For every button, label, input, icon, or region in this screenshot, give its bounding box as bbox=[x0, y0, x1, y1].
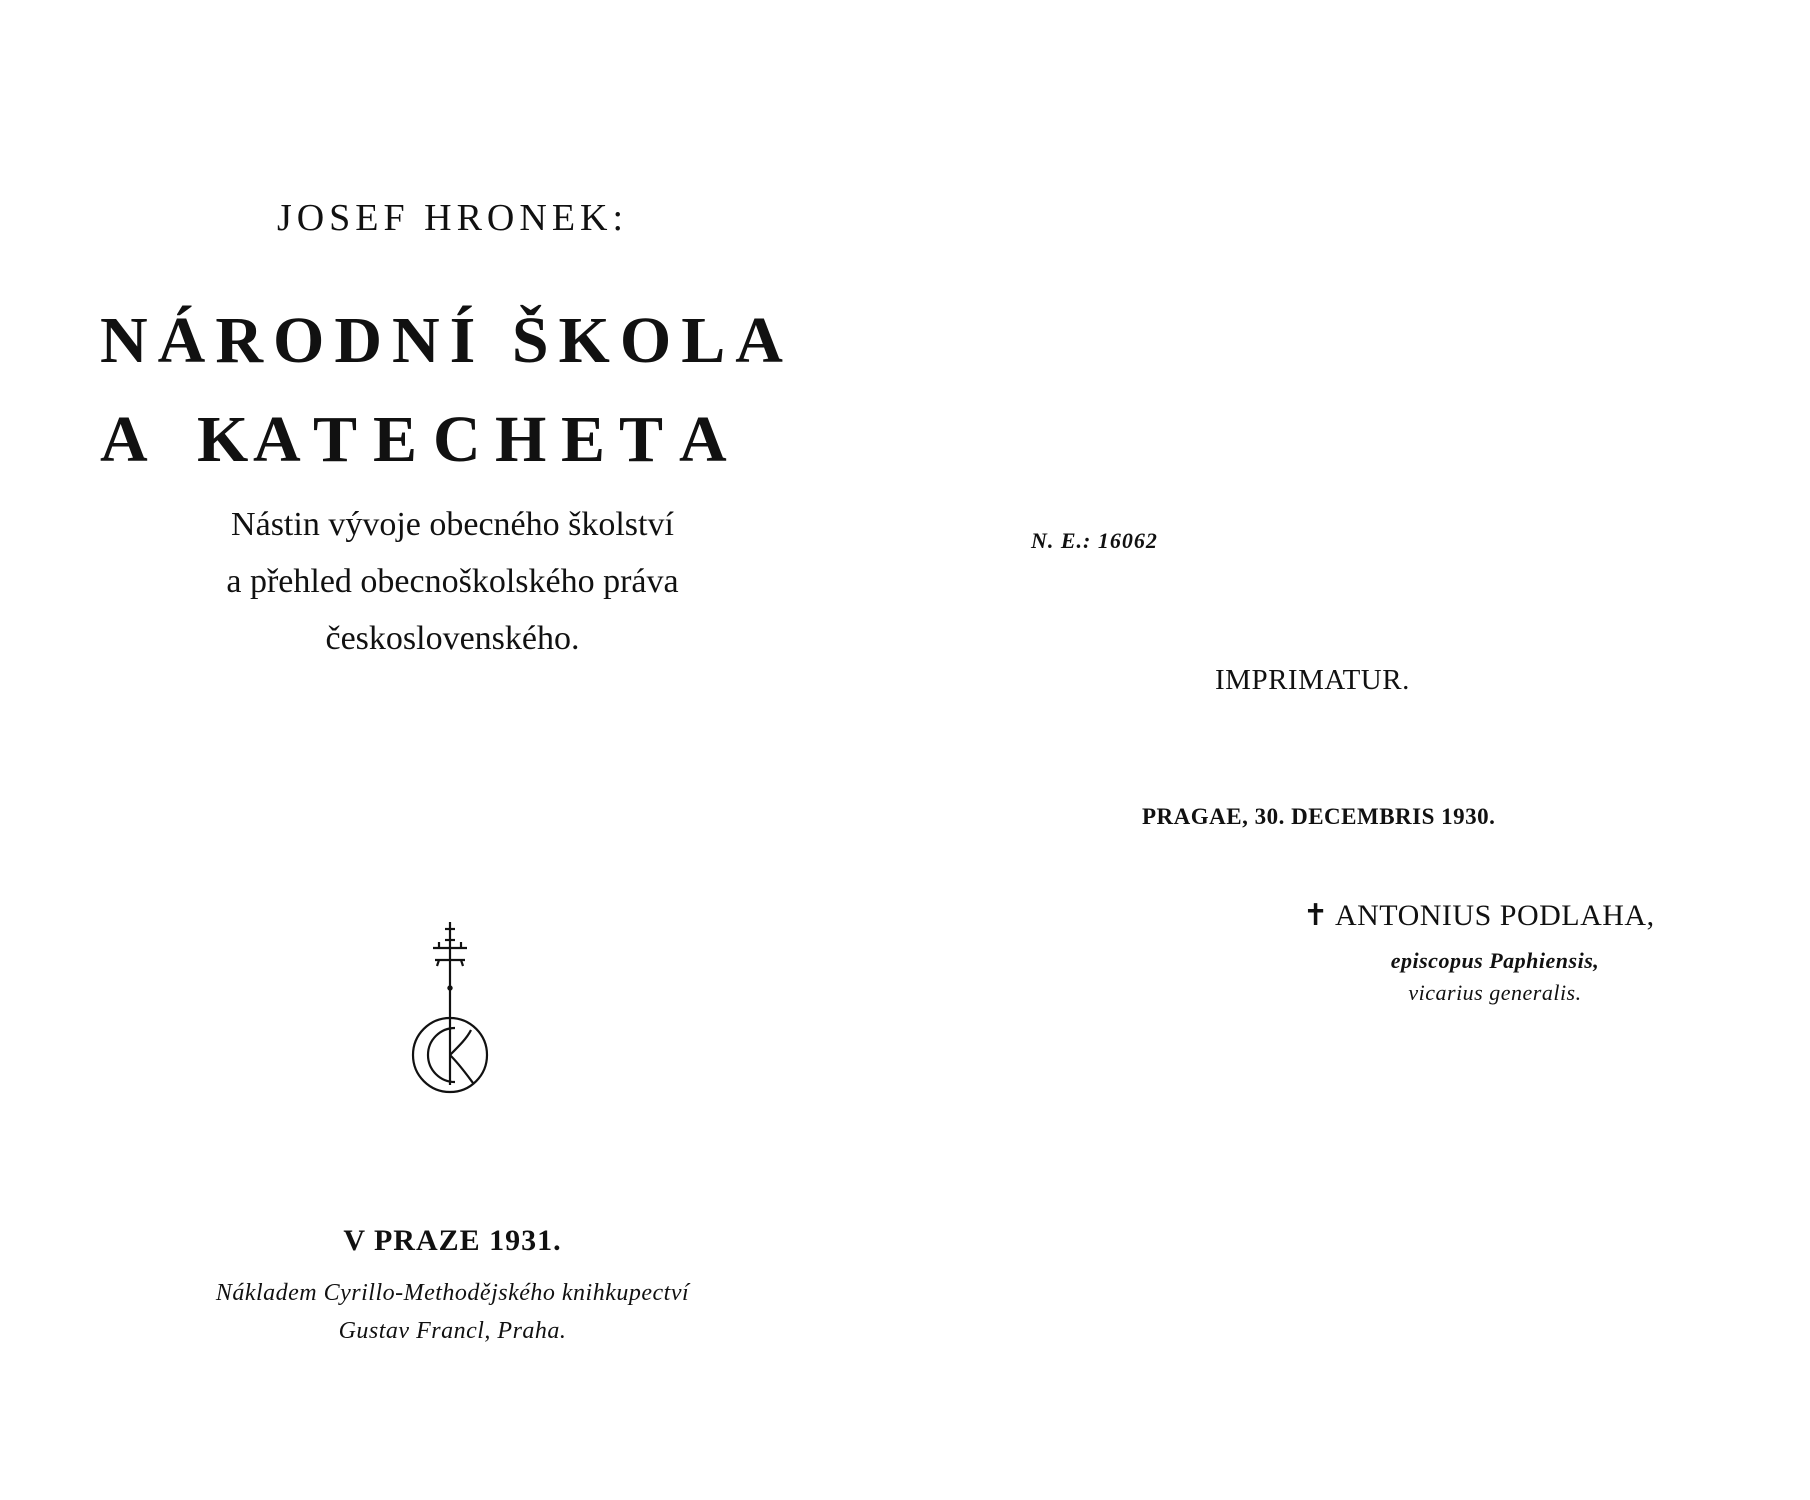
title-letter: E bbox=[561, 403, 606, 476]
title-letter: E bbox=[373, 403, 418, 476]
subtitle-line: a přehled obecnoškolského práva bbox=[226, 563, 679, 600]
title-letter: A bbox=[253, 403, 301, 476]
publisher-info bbox=[0, 1274, 905, 1350]
right-page bbox=[905, 0, 1810, 1500]
subtitle-line: československého. bbox=[325, 620, 580, 657]
title-letter: K bbox=[197, 403, 249, 476]
publisher-line: Gustav Francl, Praha. bbox=[338, 1318, 567, 1344]
title-letter: C bbox=[433, 403, 481, 476]
title-word-a: A bbox=[100, 403, 148, 476]
subtitle-line: Nástin vývoje obecného školství bbox=[231, 506, 674, 543]
signatory-title-line: vicarius generalis. bbox=[1408, 980, 1582, 1005]
title-letter: H bbox=[495, 403, 547, 476]
signatory-name: ✝ ANTONIUS PODLAHA, bbox=[1303, 899, 1655, 932]
title-letter: T bbox=[313, 403, 358, 476]
imprimatur-heading: IMPRIMATUR. bbox=[1215, 664, 1410, 696]
book-title-line-2 bbox=[100, 403, 800, 476]
author-name: JOSEF HRONEK: bbox=[276, 197, 629, 239]
signatory-title-line: episcopus Paphiensis, bbox=[1390, 948, 1600, 973]
publisher-line: Nákladem Cyrillo-Methodějského knihkupectví bbox=[215, 1280, 690, 1306]
registration-number: N. E.: 16062 bbox=[1031, 528, 1158, 553]
publisher-mark-icon bbox=[405, 920, 495, 1100]
book-title-line-1: NÁRODNÍ ŠKOLA bbox=[100, 304, 793, 377]
place-and-year: V PRAZE 1931. bbox=[343, 1224, 562, 1257]
subtitle bbox=[0, 496, 905, 667]
title-letter: T bbox=[619, 403, 664, 476]
approval-date: PRAGAE, 30. DECEMBRIS 1930. bbox=[1142, 804, 1496, 829]
title-letter: A bbox=[679, 403, 727, 476]
